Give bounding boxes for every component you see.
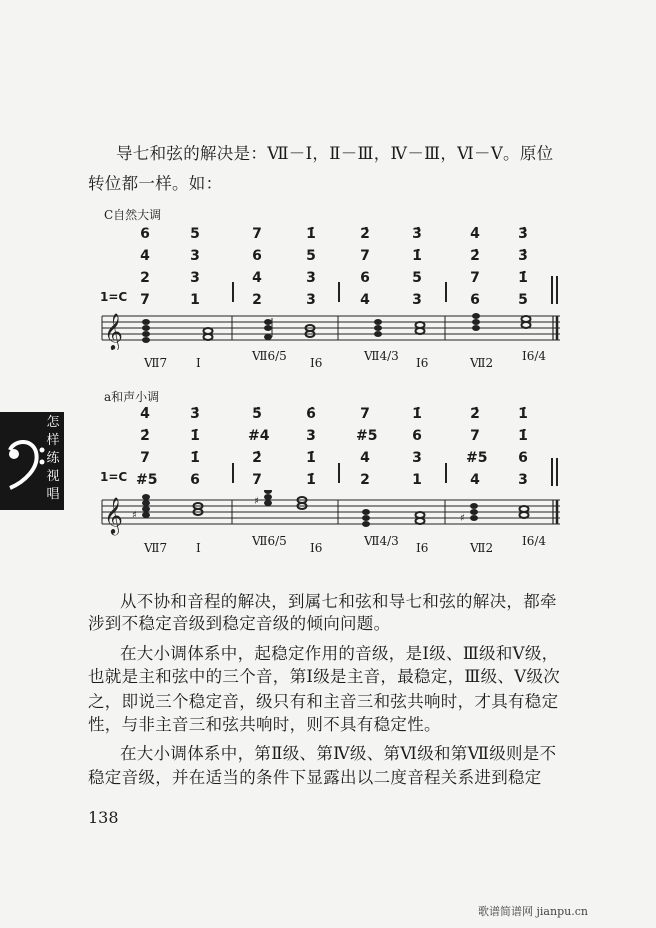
intro-line-2: 转位都一样。如： xyxy=(88,174,223,193)
notation-number: 5 xyxy=(518,292,528,308)
barline xyxy=(445,463,447,483)
final-barline xyxy=(551,458,553,486)
notation-number: 1 xyxy=(190,292,200,308)
paragraph-line: 之，即说三个稳定音，级只有和主音三和弦共响时，才具有稳定 xyxy=(88,692,559,711)
notation-number: 4̇ xyxy=(470,226,480,242)
final-barline xyxy=(556,276,558,304)
notation-number: 1̇ xyxy=(412,406,422,422)
notation-number: 3̇ xyxy=(518,226,528,242)
chord-label: Ⅶ6/5 xyxy=(252,349,287,363)
notation-number: 1̇ xyxy=(518,406,528,422)
notation-number: 2̇ xyxy=(252,450,262,466)
notation-number: 6 xyxy=(190,472,200,488)
notation-number: 2̇ xyxy=(470,406,480,422)
intro-line-1: 导七和弦的解决是：Ⅶ－Ⅰ，Ⅱ－Ⅲ，Ⅳ－Ⅲ，Ⅵ－Ⅴ。原位 xyxy=(116,144,554,163)
notation-number: 3̇ xyxy=(412,226,422,242)
notation-number: 1̇ xyxy=(190,428,200,444)
notation-number: 2 xyxy=(360,472,370,488)
notation-number: #5 xyxy=(136,472,158,488)
notation-number: 7 xyxy=(252,472,262,488)
chord-label: Ⅰ6 xyxy=(416,541,429,555)
final-barline xyxy=(556,458,558,486)
notation-number: 7 xyxy=(360,406,370,422)
barline xyxy=(232,282,234,302)
notation-number: 1̇ xyxy=(412,248,422,264)
notation-number: 3 xyxy=(306,270,316,286)
notation-number: 6 xyxy=(360,270,370,286)
notation-number: 3̇ xyxy=(190,406,200,422)
notation-number: 1̇ xyxy=(190,450,200,466)
chord-label: Ⅶ7 xyxy=(144,541,168,555)
notation-number: 3̇ xyxy=(518,248,528,264)
notation-number: 3 xyxy=(306,292,316,308)
notation-number: 4̇ xyxy=(140,406,150,422)
paragraph-line: 性，与非主音三和弦共响时，则不具有稳定性。 xyxy=(88,715,441,734)
chord-label: Ⅰ6 xyxy=(310,356,323,370)
example2-key: 1=C xyxy=(100,470,128,484)
notation-number: 6̇ xyxy=(306,406,316,422)
paragraph-line: 稳定音级，并在适当的条件下显露出以二度音程关系进到稳定 xyxy=(88,768,542,787)
notation-number: 7 xyxy=(360,248,370,264)
notation-number: 5 xyxy=(306,248,316,264)
notation-number: 1 xyxy=(412,472,422,488)
notation-number: 2̇ xyxy=(470,248,480,264)
notation-number: 5 xyxy=(412,270,422,286)
notation-number: 4 xyxy=(360,292,370,308)
svg-text:𝄞: 𝄞 xyxy=(104,496,123,534)
chord-label: Ⅶ4/3 xyxy=(364,349,399,363)
barline xyxy=(338,463,340,483)
notation-number: 7 xyxy=(252,226,262,242)
notation-number: 7 xyxy=(470,270,480,286)
paragraph-line: 在大小调体系中，起稳定作用的音级，是Ⅰ级、Ⅲ级和Ⅴ级， xyxy=(120,644,559,663)
notation-number: 3 xyxy=(306,428,316,444)
notation-number: 1̇ xyxy=(518,270,528,286)
chord-label: Ⅶ2 xyxy=(470,541,494,555)
notation-number: 1̇ xyxy=(306,450,316,466)
notation-number: 3 xyxy=(190,248,200,264)
page-number: 138 xyxy=(88,808,119,827)
notation-number: 4 xyxy=(252,270,262,286)
chord-label: Ⅰ xyxy=(196,541,201,555)
paragraph-line: 涉到不稳定音级到稳定音级的倾向问题。 xyxy=(88,614,391,633)
chord-label: Ⅶ6/5 xyxy=(252,534,287,548)
notation-number: 7 xyxy=(140,450,150,466)
example1-key: 1=C xyxy=(100,290,128,304)
chord-label: Ⅶ2 xyxy=(470,356,494,370)
notation-number: 4 xyxy=(470,472,480,488)
svg-text:𝄞: 𝄞 xyxy=(104,312,123,350)
chord-label: Ⅰ6 xyxy=(416,356,429,370)
notation-number: 5̇ xyxy=(252,406,262,422)
notation-number: 6 xyxy=(252,248,262,264)
barline xyxy=(232,463,234,483)
notation-number: 7 xyxy=(140,292,150,308)
paragraph-line: 在大小调体系中，第Ⅱ级、第Ⅳ级、第Ⅵ级和第Ⅶ级则是不 xyxy=(120,744,557,763)
bass-clef-icon xyxy=(4,436,48,496)
notation-number: 2 xyxy=(140,270,150,286)
notation-number: 6 xyxy=(412,428,422,444)
notation-number: #4 xyxy=(248,428,270,444)
chord-label: Ⅶ4/3 xyxy=(364,534,399,548)
example2-staff xyxy=(98,490,564,536)
svg-text:♯: ♯ xyxy=(254,496,259,507)
notation-number: 3 xyxy=(412,450,422,466)
watermark: 歌谱简谱网 jianpu.cn xyxy=(478,905,588,918)
chord-label: Ⅰ6 xyxy=(310,541,323,555)
notation-number: 4 xyxy=(140,248,150,264)
notation-number: 6 xyxy=(140,226,150,242)
chord-label: Ⅰ xyxy=(196,356,201,370)
example2-label: a和声小调 xyxy=(104,390,160,404)
notation-number: 1̇ xyxy=(306,472,316,488)
svg-text:♯: ♯ xyxy=(460,513,465,524)
notation-number: 5 xyxy=(190,226,200,242)
svg-text:♯: ♯ xyxy=(132,510,137,521)
example1-staff xyxy=(98,306,564,350)
notation-number: 3 xyxy=(190,270,200,286)
notation-number: 3 xyxy=(412,292,422,308)
notation-number: 2̇ xyxy=(360,226,370,242)
notation-number: #5 xyxy=(356,428,378,444)
notation-number: 2 xyxy=(252,292,262,308)
notation-number: 3 xyxy=(518,472,528,488)
notation-number: #5 xyxy=(466,450,488,466)
notation-number: 7 xyxy=(470,428,480,444)
paragraph-line: 也就是主和弦中的三个音，第Ⅰ级是主音，最稳定，Ⅲ级、Ⅴ级次 xyxy=(88,667,561,686)
barline xyxy=(338,282,340,302)
notation-number: 2̇ xyxy=(140,428,150,444)
chord-label: Ⅰ6/4 xyxy=(522,349,547,363)
notation-number: 6 xyxy=(470,292,480,308)
chord-label: Ⅶ7 xyxy=(144,356,168,370)
barline xyxy=(445,282,447,302)
paragraph-line: 从不协和音程的解决，到属七和弦和导七和弦的解决，都牵 xyxy=(120,592,557,611)
example1-label: C自然大调 xyxy=(104,208,162,222)
notation-number: 1̇ xyxy=(518,428,528,444)
notation-number: 6 xyxy=(518,450,528,466)
notation-number: 4 xyxy=(360,450,370,466)
final-barline xyxy=(551,276,553,304)
notation-number: 1̇ xyxy=(306,226,316,242)
chapter-side-tab-text: 怎样练视唱 xyxy=(46,415,60,502)
chord-label: Ⅰ6/4 xyxy=(522,534,547,548)
